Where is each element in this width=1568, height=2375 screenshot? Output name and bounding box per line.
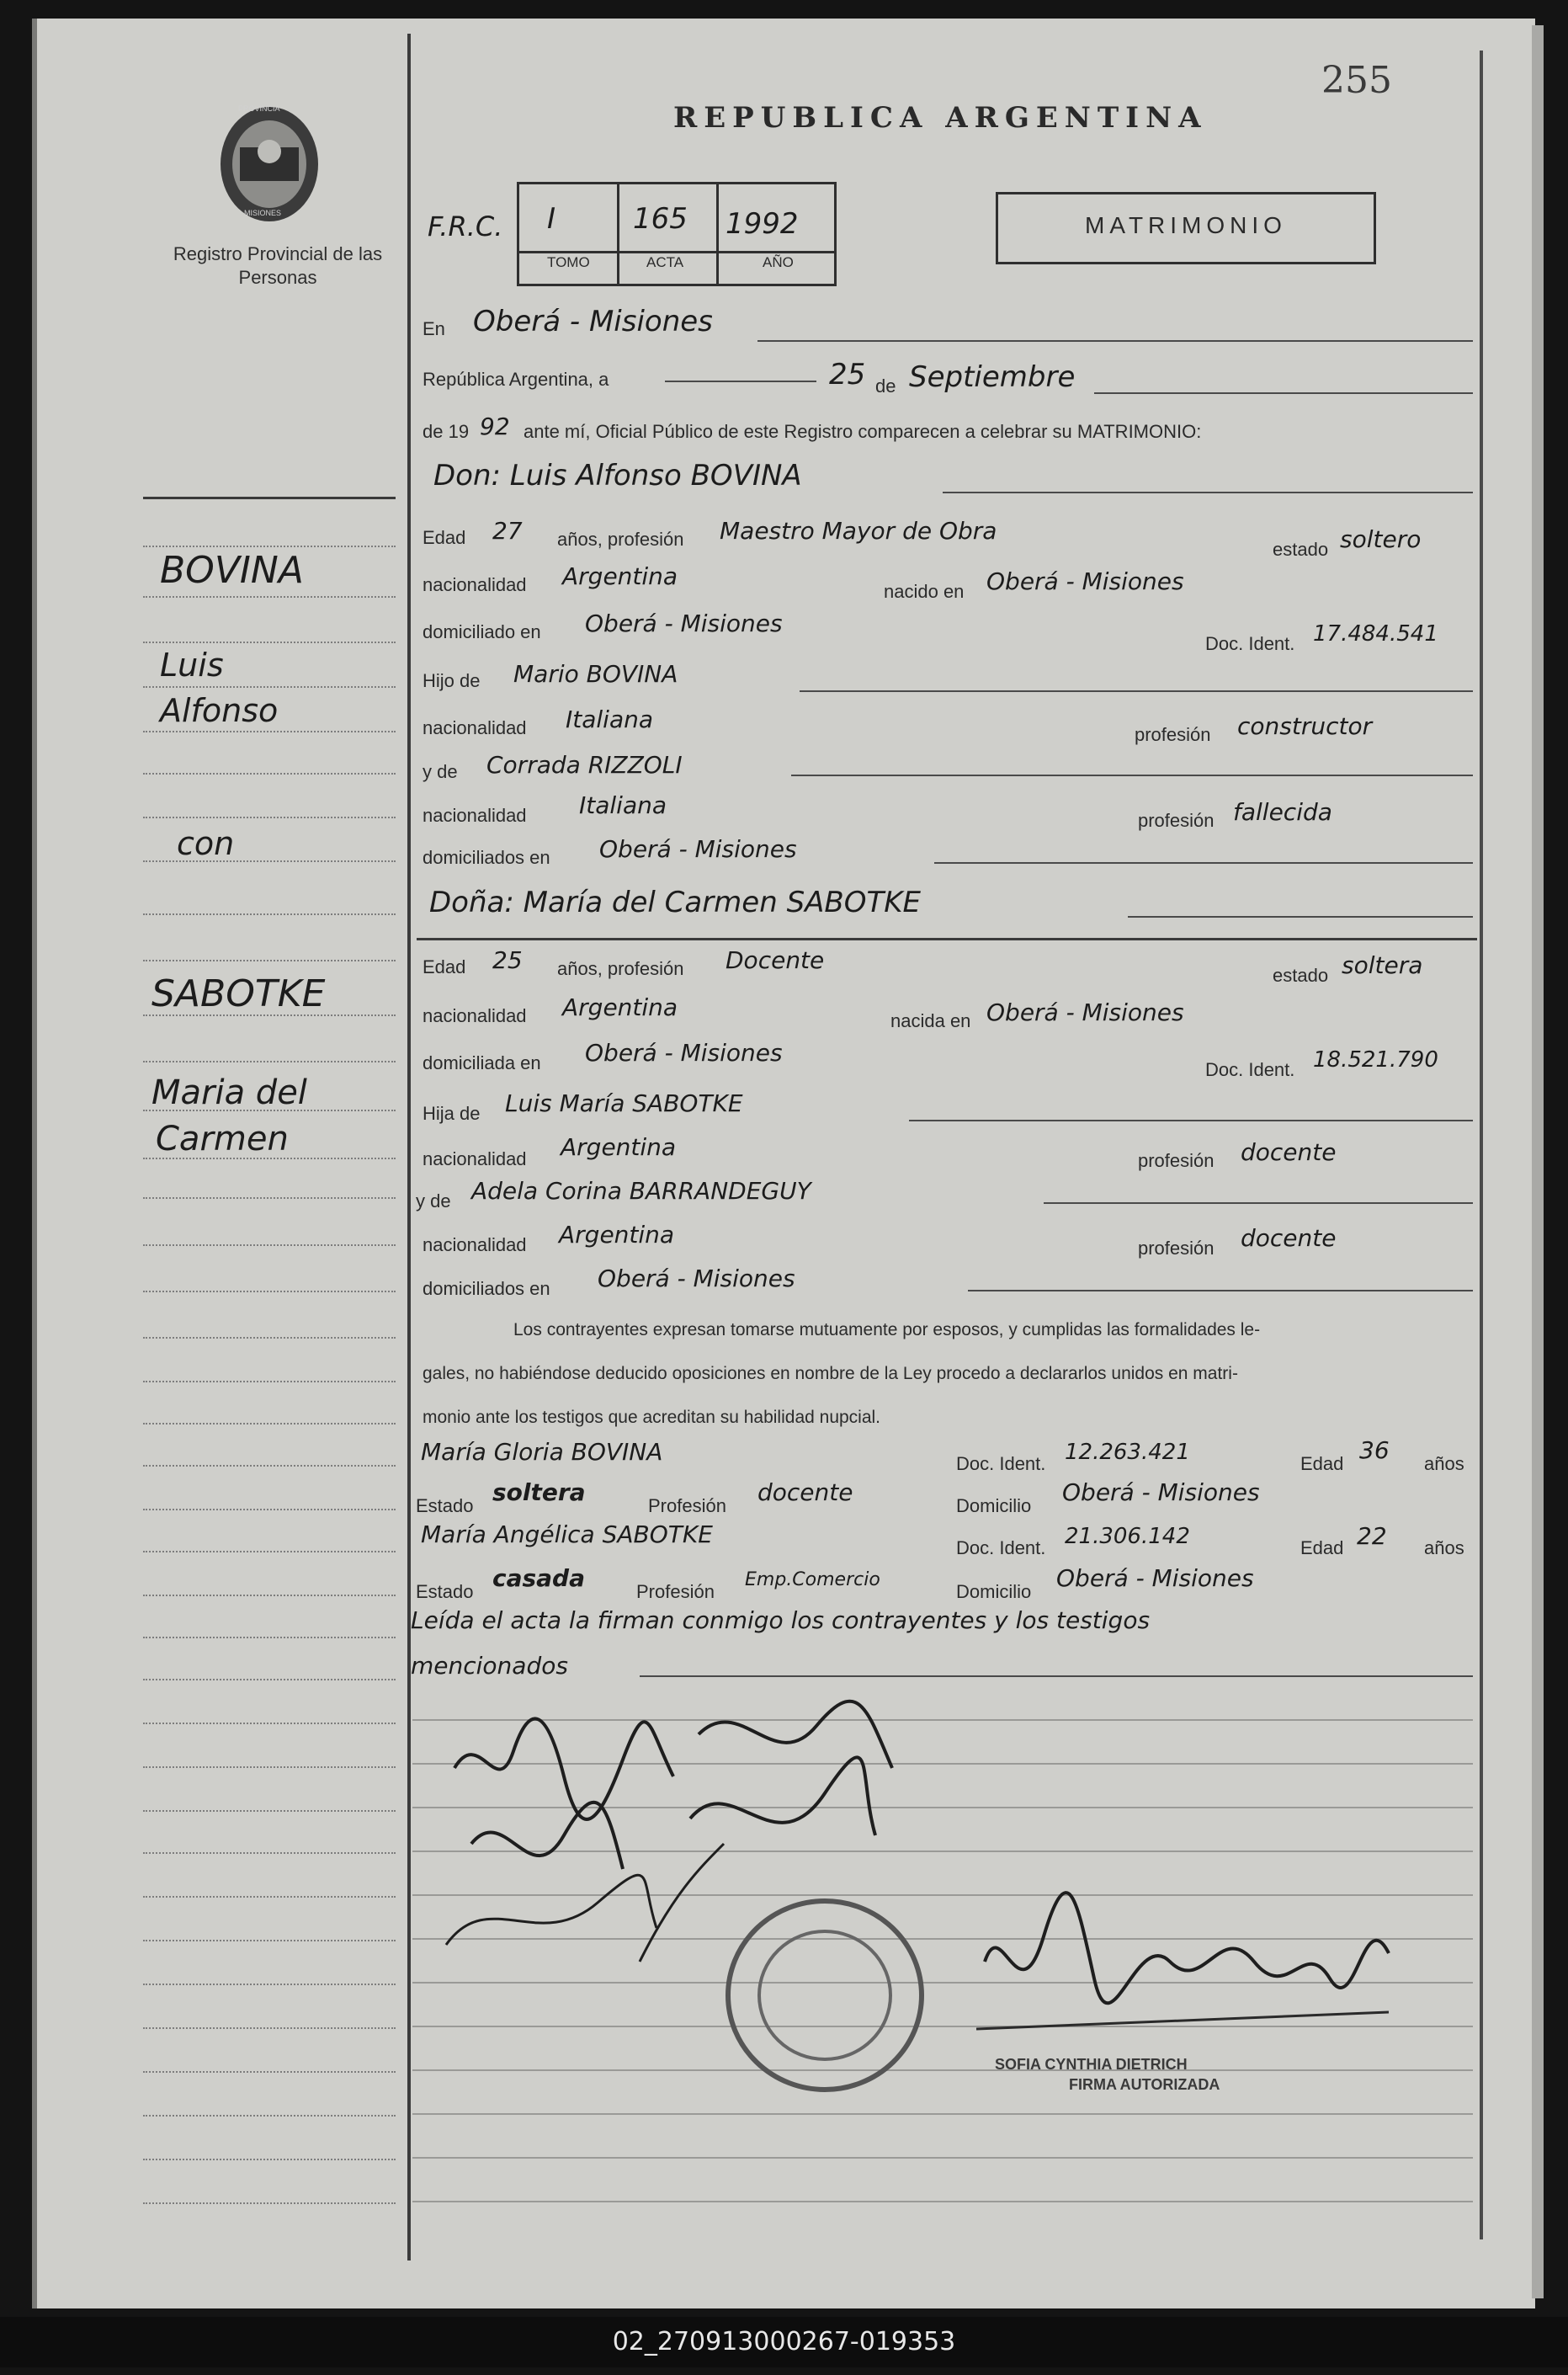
label-domicilio-w1: Domicilio xyxy=(956,1495,1032,1516)
label-estado-w2: Estado xyxy=(416,1581,474,1602)
label-doc-ident: Doc. Ident. xyxy=(1205,633,1295,654)
groom-nationality: Argentina xyxy=(562,562,678,590)
day: 25 xyxy=(829,358,866,391)
stamp-line-2: FIRMA AUTORIZADA xyxy=(1069,2076,1220,2093)
bride-nationality: Argentina xyxy=(562,993,678,1021)
year: 92 xyxy=(480,413,510,440)
bride-birthplace: Oberá - Misiones xyxy=(986,998,1184,1026)
page-number: 255 xyxy=(1321,59,1392,102)
label-domiciliados-en: domiciliados en xyxy=(423,847,550,868)
closing-line-2: mencionados xyxy=(411,1652,568,1680)
label-ante: ante mí, Oficial Público de este Registro comparecen a celebrar su MATRIMONIO: xyxy=(524,421,1202,442)
groom-mother: Corrada RIZZOLI xyxy=(486,751,683,779)
label-hijo-de: Hijo de xyxy=(423,670,481,691)
label-y-de: y de xyxy=(423,761,458,782)
groom-profession: Maestro Mayor de Obra xyxy=(720,517,997,545)
groom-age: 27 xyxy=(492,517,523,545)
witness1-profession: docente xyxy=(757,1478,853,1506)
bride-mother-profession: docente xyxy=(1241,1224,1337,1252)
witness2-doc: 21.306.142 xyxy=(1065,1524,1190,1549)
bride-age: 25 xyxy=(492,946,523,974)
tomo-label: TOMO xyxy=(547,254,590,270)
witness1-age: 36 xyxy=(1359,1436,1390,1464)
label-en: En xyxy=(423,318,445,339)
label-nacionalidad-bride: nacionalidad xyxy=(423,1005,527,1026)
frc-label: F.R.C. xyxy=(428,210,503,242)
margin-divider xyxy=(407,34,411,2261)
tomo-value: I xyxy=(547,202,556,236)
label-profesion: profesión xyxy=(1135,724,1211,745)
bride-doc: 18.521.790 xyxy=(1313,1047,1438,1073)
groom-doc: 17.484.541 xyxy=(1313,621,1438,647)
margin-con: con xyxy=(177,825,235,862)
official-seal xyxy=(720,1894,930,2096)
label-rep-a: República Argentina, a xyxy=(423,369,609,390)
witness1-residence: Oberá - Misiones xyxy=(1062,1478,1260,1506)
right-border xyxy=(1480,51,1483,2239)
groom-father-profession: constructor xyxy=(1237,712,1373,740)
label-de: de xyxy=(875,375,896,397)
groom-birthplace: Oberá - Misiones xyxy=(986,567,1184,595)
label-edad: Edad xyxy=(423,527,466,548)
label-domiciliado-en: domiciliado en xyxy=(423,621,541,642)
label-domicilio-w2: Domicilio xyxy=(956,1581,1032,1602)
margin-bride-name-2: Carmen xyxy=(156,1120,289,1158)
month: Septiembre xyxy=(909,360,1076,394)
margin-groom-name-1: Luis xyxy=(160,647,224,684)
label-anos-w2: años xyxy=(1424,1537,1464,1558)
label-nacionalidad-5: nacionalidad xyxy=(423,1234,527,1255)
label-profesion-w2: Profesión xyxy=(636,1581,715,1602)
witness1-status: soltera xyxy=(492,1478,586,1506)
bride-father-profession: docente xyxy=(1241,1138,1337,1166)
bride-mother: Adela Corina BARRANDEGUY xyxy=(471,1177,811,1205)
page-edge xyxy=(1532,25,1544,2298)
groom-father-nationality: Italiana xyxy=(566,706,654,733)
margin-groom-surname: BOVINA xyxy=(160,549,304,592)
declaration-line-3: monio ante los testigos que acreditan su habilidad nupcial. xyxy=(423,1408,881,1427)
witness2-age: 22 xyxy=(1357,1522,1387,1550)
witness2-profession: Emp.Comercio xyxy=(745,1569,880,1590)
witness1-name: María Gloria BOVINA xyxy=(421,1438,663,1466)
bride-parents-residence: Oberá - Misiones xyxy=(598,1265,795,1292)
label-doc-ident-bride: Doc. Ident. xyxy=(1205,1059,1295,1080)
bride-name: Doña: María del Carmen SABOTKE xyxy=(429,886,922,919)
label-year-prefix: de 19 xyxy=(423,421,470,442)
label-doc-ident-w2: Doc. Ident. xyxy=(956,1537,1046,1558)
label-doc-ident-w1: Doc. Ident. xyxy=(956,1453,1046,1474)
acta-value: 165 xyxy=(633,202,688,236)
acta-label: ACTA xyxy=(646,254,684,270)
registry-caption: Registro Provincial de las Personas xyxy=(173,243,383,288)
margin-bride-name-1: Maria del xyxy=(151,1073,307,1112)
witness2-name: María Angélica SABOTKE xyxy=(421,1520,713,1548)
margin-groom-name-2: Alfonso xyxy=(160,692,279,729)
bride-profession: Docente xyxy=(726,946,825,974)
label-profesion-3: profesión xyxy=(1138,1150,1215,1171)
label-profesion-w1: Profesión xyxy=(648,1495,726,1516)
groom-father: Mario BOVINA xyxy=(513,660,678,688)
doc-type: MATRIMONIO xyxy=(1085,212,1287,238)
label-edad-w2: Edad xyxy=(1300,1537,1344,1558)
footer-id: 02_270913000267-019353 xyxy=(0,2317,1568,2367)
official-signature xyxy=(968,1886,1406,2071)
place-city: Oberá - Misiones xyxy=(473,305,713,338)
label-nacionalidad-2: nacionalidad xyxy=(423,717,527,738)
label-hija-de: Hija de xyxy=(423,1103,481,1124)
label-nacido-en: nacido en xyxy=(884,581,965,602)
bride-father: Luis María SABOTKE xyxy=(505,1089,743,1117)
bride-father-nationality: Argentina xyxy=(561,1133,677,1161)
label-profesion-2: profesión xyxy=(1138,810,1215,831)
groom-parents-residence: Oberá - Misiones xyxy=(599,835,797,863)
closing-line-1: Leída el acta la firman conmigo los contrayentes y los testigos xyxy=(411,1606,1151,1634)
witness1-doc: 12.263.421 xyxy=(1065,1440,1190,1465)
label-y-de-bride: y de xyxy=(416,1190,451,1211)
label-estado-w1: Estado xyxy=(416,1495,474,1516)
groom-mother-profession: fallecida xyxy=(1233,798,1332,826)
groom-status: soltero xyxy=(1340,525,1422,553)
label-anos-prof-bride: años, profesión xyxy=(557,958,684,979)
bride-status: soltera xyxy=(1342,951,1423,979)
stamp-line-1: SOFIA CYNTHIA DIETRICH xyxy=(995,2056,1188,2073)
declaration-line-2: gales, no habiéndose deducido oposiciones en nombre de la Ley procedo a declararlos unidos en matri- xyxy=(423,1364,1238,1383)
groom-mother-nationality: Italiana xyxy=(579,791,667,819)
label-nacida-en: nacida en xyxy=(890,1010,971,1031)
label-anos-prof: años, profesión xyxy=(557,529,684,550)
label-profesion-4: profesión xyxy=(1138,1238,1215,1259)
label-edad-bride: Edad xyxy=(423,956,466,977)
emblem-bottom-text: MISIONES xyxy=(244,209,282,217)
emblem-top-text: PROVINCIA xyxy=(238,104,280,113)
ano-label: AÑO xyxy=(763,254,794,270)
bride-mother-nationality: Argentina xyxy=(559,1221,675,1249)
witness2-status: casada xyxy=(492,1564,585,1592)
label-nacionalidad-4: nacionalidad xyxy=(423,1148,527,1169)
ano-value: 1992 xyxy=(726,207,799,241)
label-estado: estado xyxy=(1273,539,1329,560)
declaration-line-1: Los contrayentes expresan tomarse mutuamente por esposos, y cumplidas las formalidades le- xyxy=(513,1320,1261,1339)
margin-bride-surname: SABOTKE xyxy=(151,972,326,1015)
bride-residence: Oberá - Misiones xyxy=(585,1039,783,1067)
label-domiciliada-en: domiciliada en xyxy=(423,1052,541,1073)
groom-residence: Oberá - Misiones xyxy=(585,610,783,637)
label-nacionalidad-3: nacionalidad xyxy=(423,805,527,826)
label-nacionalidad: nacionalidad xyxy=(423,574,527,595)
label-domiciliados-en-bride: domiciliados en xyxy=(423,1278,550,1299)
label-anos-w1: años xyxy=(1424,1453,1464,1474)
label-estado-bride: estado xyxy=(1273,965,1329,986)
groom-name: Don: Luis Alfonso BOVINA xyxy=(433,459,802,493)
country-title: REPUBLICA ARGENTINA xyxy=(673,101,1208,135)
label-edad-w1: Edad xyxy=(1300,1453,1344,1474)
witness2-residence: Oberá - Misiones xyxy=(1056,1564,1254,1592)
